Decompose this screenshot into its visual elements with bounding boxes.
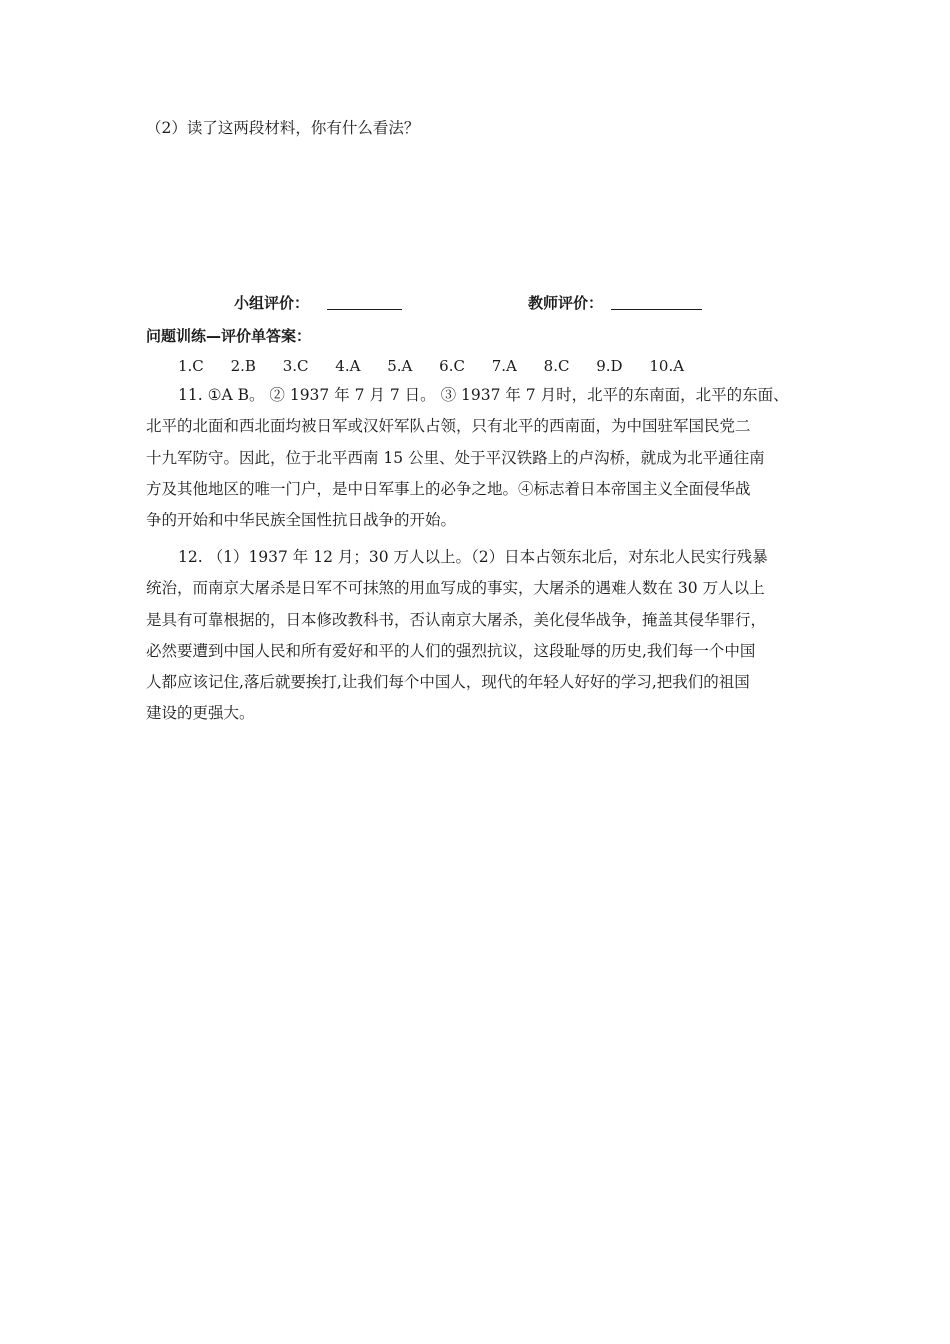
group-evaluation-blank[interactable] [327, 309, 402, 310]
answer-11 [146, 380, 826, 536]
mc-answer: 1.C [178, 357, 204, 375]
answer-11-line: 争的开始和中华民族全国性抗日战争的开始。 [146, 511, 457, 530]
teacher-evaluation-label: 教师评价： [528, 294, 604, 312]
answer-12-line: 人都应该记住,落后就要挨打,让我们每个中国人，现代的年轻人好好的学习,把我们的祖国 [146, 673, 750, 692]
mc-answer: 7.A [491, 357, 517, 375]
teacher-evaluation-blank[interactable] [611, 309, 702, 310]
answer-11-line: 北平的北面和西北面均被日军或汉奸军队占领，只有北平的西南面，为中国驻军国民党二 [146, 417, 751, 436]
mc-answer: 10.A [649, 357, 685, 375]
multiple-choice-answers [178, 357, 706, 375]
mc-answer: 3.C [282, 357, 309, 375]
mc-answer: 2.B [230, 357, 256, 375]
answer-12-line: 建设的更强大。 [146, 704, 255, 723]
answer-12 [146, 542, 826, 730]
mc-answer: 6.C [439, 357, 465, 375]
answer-11-line: 十九军防守。因此，位于北平西南 15 公里、处于平汉铁路上的卢沟桥，就成为北平通往南 [146, 448, 765, 467]
mc-answer: 4.A [335, 357, 361, 375]
answer-12-line: 是具有可靠根据的，日本修改教科书，否认南京大屠杀，美化侵华战争，掩盖其侵华罪行， [146, 610, 767, 629]
group-evaluation-label: 小组评价： [234, 294, 310, 312]
answer-12-line: 12. （1）1937 年 12 月；30 万人以上。（2）日本占领东北后，对东北人民实行残暴 [178, 548, 768, 566]
mc-answer: 8.C [543, 357, 570, 375]
answer-11-line: 方及其他地区的唯一门户，是中日军事上的必争之地。④标志着日本帝国主义全面侵华战 [146, 479, 751, 498]
evaluation-row [0, 292, 950, 314]
answer-12-line: 统治，而南京大屠杀是日军不可抹煞的用血写成的事实，大屠杀的遇难人数在 30 万人以上 [146, 579, 765, 598]
answer-11-line: 11. ①A B。 ② 1937 年 7 月 7 日。 ③ 1937 年 7 月时，北平的东南面，北平的东面、 [178, 386, 789, 404]
mc-answer: 9.D [596, 357, 623, 375]
mc-answer: 5.A [387, 357, 413, 375]
answers-title: 问题训练—评价单答案： [146, 327, 312, 345]
answer-12-line: 必然要遭到中国人民和所有爱好和平的人们的强烈抗议，这段耻辱的历史,我们每一个中国 [146, 641, 756, 660]
question-2: （2）读了这两段材料，你有什么看法？ [146, 119, 420, 137]
